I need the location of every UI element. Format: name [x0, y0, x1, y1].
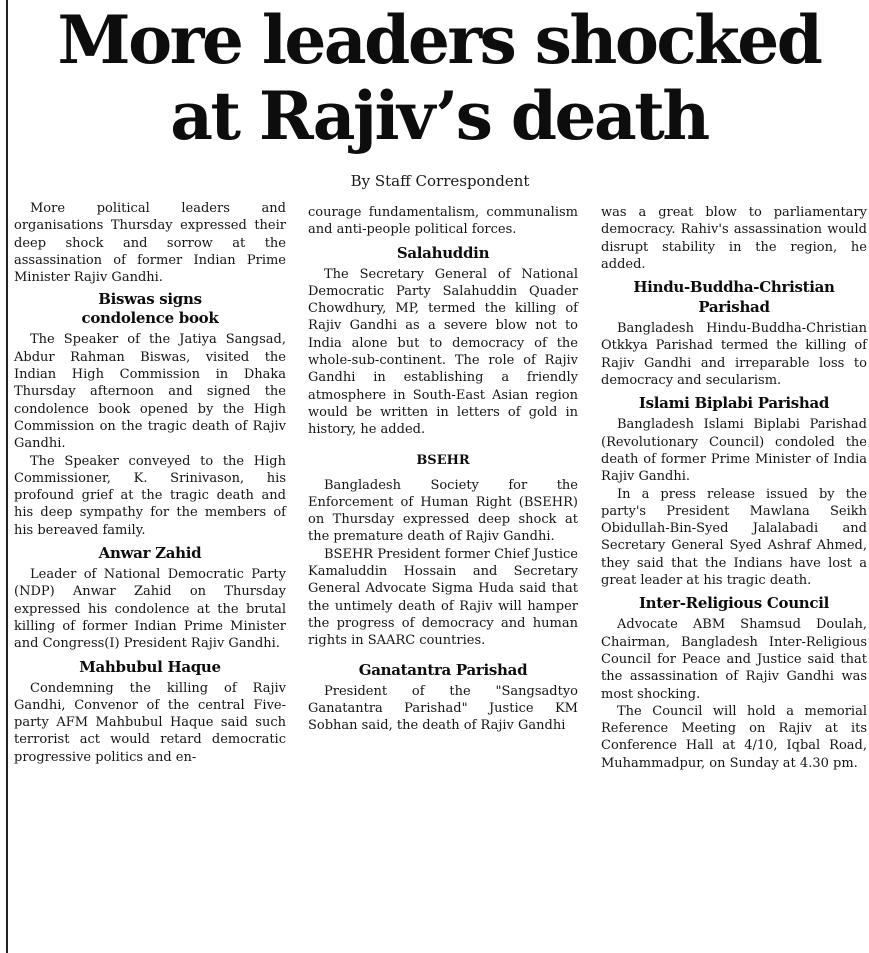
paragraph: The Secretary General of National Democratic Party Salahuddin Quader Chowdhury, MP, termed the killing of Rajiv Gandhi as a severe blow not to India alone but to democracy of the whole-sub-continent. The role of Rajiv Gandhi in establishing a friendly atmosphere in South-East Asian region would be written in letters of gold in history, he added.	[308, 266, 578, 438]
subheading-inter-religious-council: Inter-Religious Council	[638, 594, 830, 613]
subheading-hindu-buddha-christian-parishad: Hindu-Buddha-Christian Parishad	[633, 278, 835, 317]
article-column-1	[14, 200, 286, 766]
byline: By Staff Correspondent	[350, 172, 530, 190]
paragraph: Advocate ABM Shamsud Doulah, Chairman, Bangladesh Inter-Religious Council for Peace and Justice said that the assassination of Rajiv Gandhi was most shocking.	[601, 617, 867, 702]
paragraph: The Speaker of the Jatiya Sangsad, Abdur Rahman Biswas, visited the Indian High Commission in Dhaka Thursday afternoon and signed the condolence book opened by the High Commission on the tragic death of Rajiv Gandhi.	[14, 332, 286, 452]
paragraph: President of the "Sangsadtyo Ganatantra Parishad" Justice KM Sobhan said, the death of Rajiv Gandhi	[308, 683, 578, 734]
subheading-ganatantra-parishad: Ganatantra Parishad	[358, 660, 528, 679]
paragraph: Bangladesh Islami Biplabi Parishad (Revolutionary Council) condoled the death of former Prime Minister of India Rajiv Gandhi.	[601, 417, 867, 485]
subheading-bsehr: BSEHR	[416, 452, 470, 468]
paragraph: In a press release issued by the party's President Mawlana Seikh Obidullah-Bin-Syed Jalalabadi and Secretary General Syed Ashraf Ahmed, they said that the Indians have lost a great leader at his tragic death.	[601, 486, 867, 589]
paragraph: BSEHR President former Chief Justice Kamaluddin Hossain and Secretary General Advocate Sigma Huda said that the untimely death of Rajiv will hamper the progress of democracy and human rights in SAARC countries.	[308, 546, 578, 649]
intro-paragraph: More political leaders and organisations Thursday expressed their deep shock and sorrow at the assassination of former Indian Prime Minister Rajiv Gandhi.	[14, 201, 286, 286]
paragraph: Leader of National Democratic Party (NDP) Anwar Zahid on Thursday expressed his condolence at the brutal killing of former Indian Prime Minister and Congress(I) President Rajiv Gandhi.	[14, 567, 286, 652]
subheading-islami-biplabi-parishad: Islami Biplabi Parishad	[638, 394, 830, 413]
subheading-anwar-zahid: Anwar Zahid	[98, 544, 202, 563]
column-rule-left	[6, 0, 8, 953]
continuation-paragraph: was a great blow to parliamentary democracy. Rahiv's assassination would disrupt stability in the region, he added.	[601, 205, 867, 272]
subheading-salahuddin: Salahuddin	[396, 243, 490, 262]
paragraph: Bangladesh Society for the Enforcement of Human Right (BSEHR) on Thursday expressed deep shock at the premature death of Rajiv Gandhi.	[308, 477, 578, 545]
headline	[14, 2, 864, 154]
article-column-2	[308, 204, 578, 734]
paragraph: The Council will hold a memorial Reference Meeting on Rajiv at its Conference Hall at 4/10, Iqbal Road, Muhammadpur, on Sunday at 4.30 pm.	[601, 703, 867, 771]
paragraph: Bangladesh Hindu-Buddha-Christian Otkkya Parishad termed the killing of Rajiv Gandhi and irreparable loss to democracy and secularism.	[601, 321, 867, 389]
paragraph: Condemning the killing of Rajiv Gandhi, Convenor of the central Five-party AFM Mahbubul Haque said such terrorist act would retard democratic progressive politics and en-	[14, 680, 286, 765]
paragraph: The Speaker conveyed to the High Commissioner, K. Srinivason, his profound grief at the tragic death and his deep sympathy for the members of his bereaved family.	[14, 453, 286, 538]
article-column-3	[601, 204, 867, 772]
subheading-biswas: Biswas signs condolence book	[81, 290, 219, 328]
subheading-mahbubul-haque: Mahbubul Haque	[79, 657, 221, 676]
continuation-paragraph: courage fundamentalism, communalism and anti-people political forces.	[308, 205, 578, 238]
headline-line-2: at Rajiv’s death	[170, 77, 708, 155]
headline-line-1: More leaders shocked	[57, 1, 821, 79]
